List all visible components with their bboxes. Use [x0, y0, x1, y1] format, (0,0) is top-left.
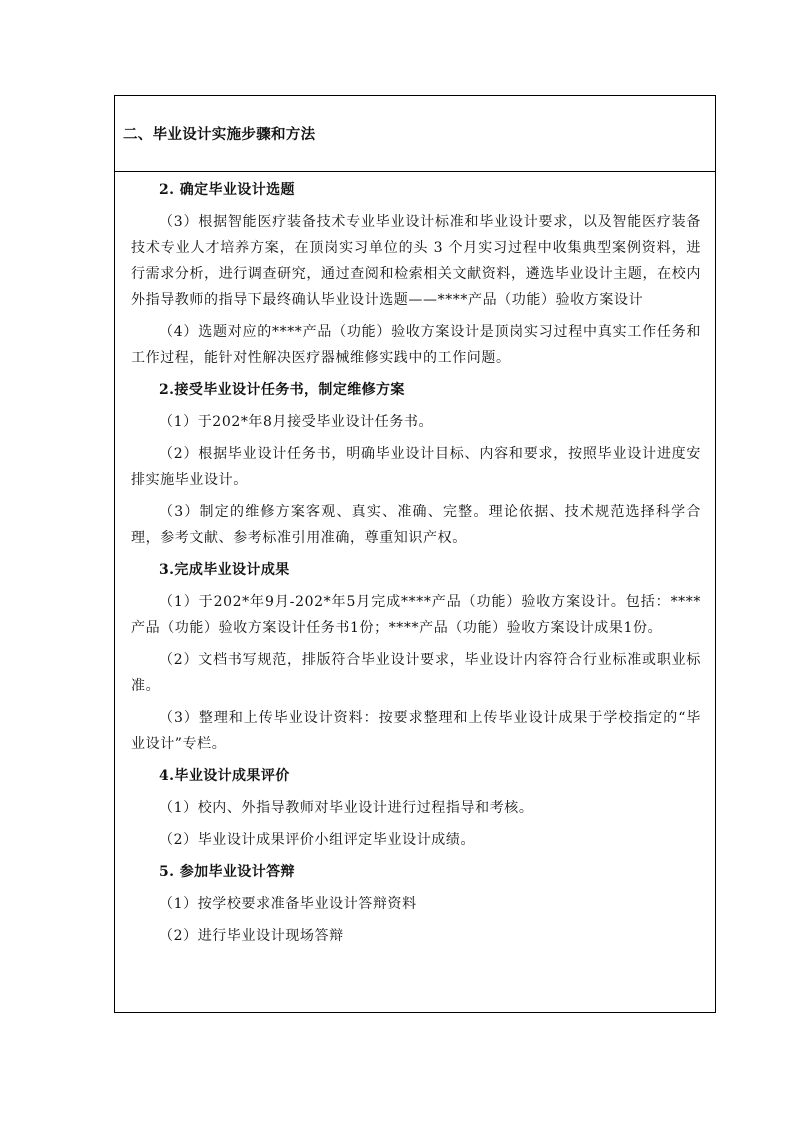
paragraph: （2）进行毕业设计现场答辩	[159, 928, 344, 944]
paragraph: （4）选题对应的****产品（功能）验收方案设计是顶岗实习过程中真实工作任务和工作过程，能针对性解决医疗器械维修实践中的工作问题。	[131, 324, 701, 366]
paragraph: （2）根据毕业设计任务书，明确毕业设计目标、内容和要求，按照毕业设计进度安排实施毕业设计。	[131, 446, 701, 488]
paragraph: （3）根据智能医疗装备技术专业毕业设计标准和毕业设计要求，以及智能医疗装备技术专业人才培养方案，在顶岗实习单位的头 3 个月实习过程中收集典型案例资料，进行需求分析，进行调查研究，通过查阅和检索相关文献资料，遴选毕业设计主题，在校内外指导教师的指导下最终确认毕业设计选题——****产品（功能）验收方案设计	[131, 214, 701, 308]
paragraph: （1）按学校要求准备毕业设计答辩资料	[159, 896, 417, 912]
step-heading-defense: 5. 参加毕业设计答辩	[159, 864, 295, 880]
paragraph: （3）制定的维修方案客观、真实、准确、完整。理论依据、技术规范选择科学合理，参考文献、参考标准引用准确，尊重知识产权。	[131, 504, 701, 546]
section-title: 二、毕业设计实施步骤和方法	[123, 126, 316, 143]
step-heading-evaluation: 4.毕业设计成果评价	[159, 768, 290, 784]
step-heading-task-book: 2.接受毕业设计任务书，制定维修方案	[159, 382, 405, 398]
paragraph: （1）校内、外指导教师对毕业设计进行过程指导和考核。	[159, 800, 534, 816]
paragraph: （1）于202*年9月-202*年5月完成****产品（功能）验收方案设计。包括：****产品（功能）验收方案设计任务书1份；****产品（功能）验收方案设计成果1份。	[131, 594, 701, 636]
paragraph: （1）于202*年8月接受毕业设计任务书。	[159, 414, 434, 430]
step-heading-complete-results: 3.完成毕业设计成果	[159, 562, 290, 578]
section-header-cell	[115, 96, 715, 172]
paragraph: （2）文档书写规范，排版符合毕业设计要求，毕业设计内容符合行业标准或职业标准。	[131, 652, 701, 694]
paragraph: （3）整理和上传毕业设计资料：按要求整理和上传毕业设计成果于学校指定的“毕业设计”专栏。	[131, 710, 701, 752]
section-body	[131, 177, 701, 955]
paragraph: （2）毕业设计成果评价小组评定毕业设计成绩。	[159, 832, 476, 848]
form-table	[114, 95, 716, 1013]
step-heading-select-topic: 2. 确定毕业设计选题	[159, 182, 295, 198]
